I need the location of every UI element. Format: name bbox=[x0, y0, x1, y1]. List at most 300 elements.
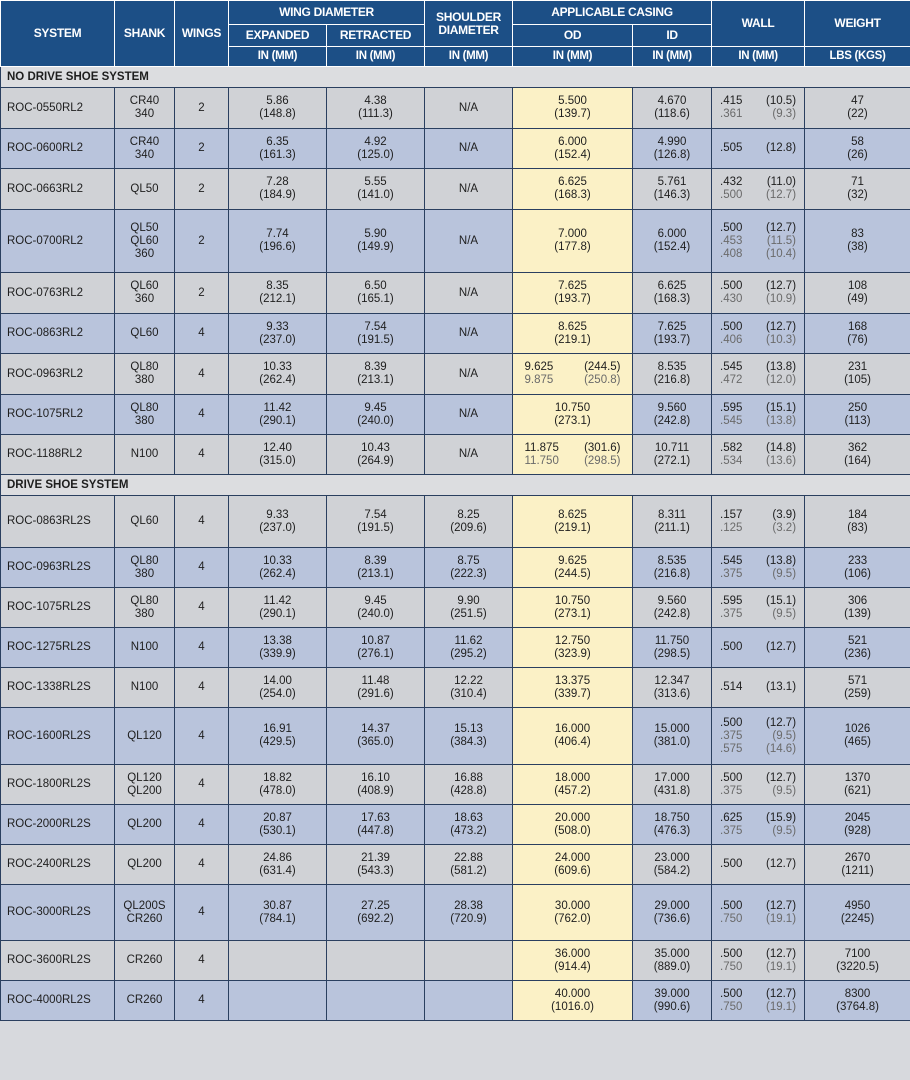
expanded-in: 20.87 bbox=[263, 811, 292, 824]
weight-mm: (236) bbox=[844, 647, 871, 660]
shoulder-in: N/A bbox=[458, 101, 479, 114]
od-mm: (177.8) bbox=[554, 241, 591, 253]
od-cell bbox=[513, 708, 633, 765]
wall-in: .545 bbox=[720, 361, 743, 373]
system-cell: ROC-1075RL2 bbox=[1, 395, 115, 435]
wall-mm: (12.7) bbox=[765, 771, 797, 784]
shoulder-in: 28.38 bbox=[454, 899, 483, 912]
wall-in: .375 bbox=[720, 784, 743, 797]
id-mm: (242.8) bbox=[653, 414, 691, 427]
wall-mm: (12.7) bbox=[765, 716, 797, 729]
od-in: 11.875 bbox=[524, 441, 559, 454]
expanded-cell bbox=[229, 435, 327, 475]
header-wing-diameter: WING DIAMETER bbox=[229, 1, 425, 25]
shoulder-cell bbox=[425, 169, 513, 210]
system-cell: ROC-0550RL2 bbox=[1, 88, 115, 129]
retracted-cell bbox=[327, 548, 425, 588]
weight-in: 108 bbox=[847, 280, 868, 292]
header-retracted: RETRACTED bbox=[327, 25, 425, 47]
id-in: 23.000 bbox=[654, 851, 690, 864]
shoulder-cell bbox=[425, 765, 513, 805]
shank-value: QL120 bbox=[127, 729, 162, 742]
shank-value: 380 bbox=[134, 374, 155, 386]
shoulder-in: 11.62 bbox=[454, 634, 483, 647]
expanded-cell bbox=[229, 668, 327, 708]
wall-in: .361 bbox=[720, 108, 743, 120]
shoulder-in: N/A bbox=[458, 327, 479, 339]
wall-in: .125 bbox=[720, 521, 743, 534]
od-in: 16.000 bbox=[554, 723, 591, 735]
system-cell: ROC-0763RL2 bbox=[1, 273, 115, 314]
weight-cell bbox=[805, 845, 910, 885]
wings-cell: 4 bbox=[175, 668, 229, 708]
shank-value: N100 bbox=[130, 641, 159, 653]
id-mm: (126.8) bbox=[653, 148, 691, 161]
shoulder-in: N/A bbox=[458, 408, 479, 420]
shoulder-mm: (310.4) bbox=[450, 687, 487, 700]
od-in: 6.625 bbox=[558, 176, 587, 188]
retracted-mm: (191.5) bbox=[357, 521, 394, 534]
wall-in: .408 bbox=[720, 247, 743, 260]
weight-mm: (139) bbox=[844, 607, 871, 620]
wall-line bbox=[720, 568, 796, 581]
wall-line bbox=[720, 522, 796, 535]
id-cell bbox=[633, 588, 712, 628]
od-mm: (339.7) bbox=[554, 687, 591, 700]
wings-cell: 4 bbox=[175, 588, 229, 628]
id-cell bbox=[633, 169, 712, 210]
weight-cell bbox=[805, 88, 910, 129]
system-cell: ROC-0663RL2 bbox=[1, 169, 115, 210]
id-cell bbox=[633, 941, 712, 981]
od-cell bbox=[513, 496, 633, 548]
expanded-cell bbox=[229, 354, 327, 395]
weight-in: 231 bbox=[847, 361, 868, 373]
od-mm: (250.8) bbox=[584, 374, 621, 386]
shoulder-mm: (251.5) bbox=[450, 607, 487, 620]
id-mm: (193.7) bbox=[653, 333, 691, 346]
od-mm: (301.6) bbox=[584, 441, 621, 454]
expanded-cell bbox=[229, 845, 327, 885]
expanded-cell bbox=[229, 708, 327, 765]
retracted-in: 8.39 bbox=[364, 361, 387, 373]
weight-mm: (3764.8) bbox=[836, 1000, 879, 1013]
od-in: 11.750 bbox=[524, 454, 559, 467]
id-mm: (168.3) bbox=[653, 293, 691, 305]
od-cell bbox=[513, 435, 633, 475]
weight-in: 71 bbox=[851, 176, 864, 188]
shank-cell bbox=[115, 628, 175, 668]
od-cell bbox=[513, 981, 633, 1021]
weight-in: 250 bbox=[847, 401, 868, 414]
wall-line bbox=[720, 681, 796, 694]
wall-in: .750 bbox=[720, 960, 743, 973]
retracted-in: 27.25 bbox=[361, 899, 390, 912]
wall-line bbox=[720, 189, 796, 202]
wall-cell bbox=[712, 354, 805, 395]
wall-in: .500 bbox=[720, 716, 743, 729]
shank-cell bbox=[115, 548, 175, 588]
shoulder-mm: (720.9) bbox=[450, 912, 487, 925]
system-cell: ROC-0963RL2S bbox=[1, 548, 115, 588]
wall-line bbox=[720, 176, 796, 189]
retracted-mm: (111.3) bbox=[358, 108, 393, 120]
shoulder-cell bbox=[425, 354, 513, 395]
weight-cell bbox=[805, 981, 910, 1021]
od-in: 10.750 bbox=[554, 594, 591, 607]
system-cell: ROC-1600RL2S bbox=[1, 708, 115, 765]
table-row bbox=[1, 708, 910, 765]
wall-cell bbox=[712, 668, 805, 708]
wall-mm: (9.5) bbox=[772, 567, 797, 580]
shoulder-in: N/A bbox=[458, 367, 479, 380]
header-shoulder-diameter: SHOULDER DIAMETER bbox=[425, 1, 513, 47]
expanded-in: 24.86 bbox=[263, 851, 292, 864]
id-cell bbox=[633, 435, 712, 475]
weight-cell bbox=[805, 435, 910, 475]
shank-cell bbox=[115, 588, 175, 628]
od-mm: (914.4) bbox=[554, 960, 591, 973]
id-in: 8.311 bbox=[658, 508, 686, 521]
shoulder-mm: (209.6) bbox=[450, 521, 487, 534]
retracted-cell bbox=[327, 435, 425, 475]
id-cell bbox=[633, 885, 712, 941]
wall-mm: (19.1) bbox=[765, 1000, 797, 1013]
wall-mm: (9.5) bbox=[772, 824, 797, 837]
shoulder-in: 8.75 bbox=[457, 554, 480, 567]
retracted-mm: (365.0) bbox=[357, 736, 394, 748]
wall-in: .415 bbox=[720, 95, 743, 107]
weight-mm: (49) bbox=[847, 293, 868, 305]
wall-mm: (19.1) bbox=[765, 960, 797, 973]
wings-cell: 2 bbox=[175, 88, 229, 129]
table-row bbox=[1, 496, 910, 548]
wall-line bbox=[720, 641, 796, 654]
id-cell bbox=[633, 273, 712, 314]
wall-line bbox=[720, 595, 796, 608]
retracted-in: 4.38 bbox=[364, 95, 387, 107]
wall-cell bbox=[712, 588, 805, 628]
expanded-in: 30.87 bbox=[263, 899, 292, 912]
retracted-cell bbox=[327, 210, 425, 273]
weight-mm: (26) bbox=[847, 148, 868, 161]
shank-value: QL200S bbox=[123, 899, 166, 912]
section-row bbox=[1, 475, 910, 496]
od-cell bbox=[513, 88, 633, 129]
od-mm: (457.2) bbox=[554, 784, 591, 797]
wall-in: .500 bbox=[720, 320, 743, 333]
id-mm: (118.6) bbox=[654, 108, 690, 120]
shoulder-cell bbox=[425, 805, 513, 845]
wall-line bbox=[720, 730, 796, 743]
wall-cell bbox=[712, 169, 805, 210]
wall-in: .500 bbox=[720, 771, 743, 784]
wall-mm: (12.7) bbox=[765, 987, 797, 1000]
expanded-cell bbox=[229, 88, 327, 129]
table-row bbox=[1, 129, 910, 169]
table-row bbox=[1, 885, 910, 941]
wall-mm: (11.0) bbox=[766, 176, 797, 188]
wall-mm: (3.2) bbox=[772, 521, 797, 534]
od-mm: (273.1) bbox=[554, 414, 591, 427]
table-row bbox=[1, 668, 910, 708]
header-od: OD bbox=[513, 25, 633, 47]
wings-cell: 4 bbox=[175, 708, 229, 765]
id-cell bbox=[633, 845, 712, 885]
retracted-mm: (191.5) bbox=[357, 333, 394, 346]
wall-line bbox=[720, 858, 796, 871]
shank-cell bbox=[115, 314, 175, 354]
expanded-in: 9.33 bbox=[266, 320, 289, 333]
expanded-mm: (184.9) bbox=[259, 189, 296, 201]
header-system: SYSTEM bbox=[1, 1, 115, 67]
id-in: 10.711 bbox=[654, 441, 690, 454]
retracted-in: 5.90 bbox=[364, 228, 387, 240]
wall-mm: (9.5) bbox=[772, 784, 797, 797]
od-mm: (508.0) bbox=[554, 824, 591, 837]
shoulder-mm: (473.2) bbox=[450, 824, 487, 837]
expanded-cell bbox=[229, 273, 327, 314]
wall-mm: (9.5) bbox=[772, 607, 797, 620]
od-in: 30.000 bbox=[554, 899, 591, 912]
wall-line bbox=[720, 442, 796, 455]
expanded-mm: (784.1) bbox=[259, 912, 296, 925]
wall-cell bbox=[712, 314, 805, 354]
weight-in: 47 bbox=[851, 95, 864, 107]
shoulder-in: N/A bbox=[458, 286, 479, 299]
wings-cell: 4 bbox=[175, 628, 229, 668]
shoulder-cell bbox=[425, 435, 513, 475]
shoulder-in: 12.22 bbox=[454, 674, 483, 687]
wall-in: .406 bbox=[720, 333, 743, 346]
id-cell bbox=[633, 548, 712, 588]
expanded-cell bbox=[229, 805, 327, 845]
weight-mm: (259) bbox=[844, 687, 871, 700]
id-mm: (381.0) bbox=[653, 736, 691, 748]
wall-in: .545 bbox=[720, 414, 743, 427]
wall-in: .500 bbox=[720, 189, 743, 201]
expanded-in: 5.86 bbox=[266, 95, 289, 107]
wall-line bbox=[720, 95, 796, 108]
weight-mm: (83) bbox=[847, 521, 868, 534]
shoulder-cell bbox=[425, 845, 513, 885]
weight-in: 1370 bbox=[844, 771, 871, 784]
retracted-mm: (240.0) bbox=[357, 414, 394, 427]
expanded-mm: (262.4) bbox=[259, 567, 296, 580]
od-in: 9.875 bbox=[524, 374, 554, 386]
shank-value: 380 bbox=[134, 607, 155, 620]
shank-value: QL80 bbox=[130, 594, 159, 607]
id-in: 29.000 bbox=[654, 899, 690, 912]
od-in: 20.000 bbox=[554, 811, 591, 824]
id-mm: (298.5) bbox=[653, 647, 691, 660]
od-line bbox=[525, 442, 621, 455]
od-mm: (139.7) bbox=[554, 108, 591, 120]
od-cell bbox=[513, 395, 633, 435]
section-title: NO DRIVE SHOE SYSTEM bbox=[1, 67, 910, 88]
retracted-in: 17.63 bbox=[361, 811, 390, 824]
weight-mm: (38) bbox=[847, 241, 868, 253]
wall-cell bbox=[712, 845, 805, 885]
wall-mm: (10.5) bbox=[765, 95, 797, 107]
weight-cell bbox=[805, 668, 910, 708]
id-mm: (736.6) bbox=[653, 912, 691, 925]
weight-mm: (2245) bbox=[840, 912, 875, 925]
wall-line bbox=[720, 142, 796, 155]
shank-value: 380 bbox=[134, 414, 155, 427]
od-in: 10.750 bbox=[554, 401, 591, 414]
wall-mm: (12.8) bbox=[765, 142, 797, 154]
wall-mm: (13.1) bbox=[765, 681, 797, 693]
section-title: DRIVE SHOE SYSTEM bbox=[1, 475, 910, 496]
od-in: 9.625 bbox=[524, 361, 554, 373]
weight-in: 306 bbox=[847, 594, 868, 607]
weight-mm: (621) bbox=[844, 784, 871, 797]
wall-line bbox=[720, 988, 796, 1001]
wall-cell bbox=[712, 88, 805, 129]
wall-in: .500 bbox=[720, 987, 743, 1000]
system-cell: ROC-3600RL2S bbox=[1, 941, 115, 981]
shank-value: N100 bbox=[130, 448, 159, 460]
weight-mm: (928) bbox=[844, 824, 871, 837]
weight-in: 8300 bbox=[844, 987, 871, 1000]
weight-cell bbox=[805, 765, 910, 805]
expanded-mm: (196.6) bbox=[259, 241, 296, 253]
wall-mm: (9.5) bbox=[772, 729, 797, 742]
retracted-in: 7.54 bbox=[364, 320, 387, 333]
weight-in: 571 bbox=[847, 674, 868, 687]
weight-in: 184 bbox=[847, 508, 868, 521]
shoulder-in: 15.13 bbox=[454, 723, 483, 735]
id-cell bbox=[633, 395, 712, 435]
wall-line bbox=[720, 248, 796, 261]
od-mm: (762.0) bbox=[554, 912, 591, 925]
weight-cell bbox=[805, 885, 910, 941]
id-in: 4.990 bbox=[657, 135, 687, 148]
od-mm: (219.1) bbox=[554, 521, 591, 534]
expanded-cell bbox=[229, 885, 327, 941]
shank-value: QL80 bbox=[130, 554, 159, 567]
id-mm: (313.6) bbox=[653, 687, 691, 700]
expanded-in: 7.28 bbox=[266, 176, 289, 188]
retracted-cell bbox=[327, 588, 425, 628]
table-row bbox=[1, 88, 910, 129]
wall-cell bbox=[712, 805, 805, 845]
wall-mm: (13.8) bbox=[765, 361, 797, 373]
expanded-mm: (290.1) bbox=[259, 414, 296, 427]
system-cell: ROC-2400RL2S bbox=[1, 845, 115, 885]
retracted-in: 7.54 bbox=[364, 508, 387, 521]
weight-mm: (164) bbox=[844, 454, 871, 467]
shank-value: QL50 bbox=[130, 221, 159, 234]
wings-cell: 4 bbox=[175, 805, 229, 845]
wall-in: .500 bbox=[720, 858, 743, 870]
shoulder-cell bbox=[425, 708, 513, 765]
weight-in: 1026 bbox=[844, 723, 871, 735]
wings-cell: 4 bbox=[175, 548, 229, 588]
table-row bbox=[1, 435, 910, 475]
retracted-in: 11.48 bbox=[361, 674, 390, 687]
shank-value: 340 bbox=[134, 148, 155, 161]
id-in: 9.560 bbox=[657, 401, 687, 414]
expanded-in: 11.42 bbox=[263, 401, 292, 414]
unit-wall: IN (MM) bbox=[712, 47, 805, 67]
header-expanded: EXPANDED bbox=[229, 25, 327, 47]
wall-mm: (12.7) bbox=[765, 858, 797, 870]
od-cell bbox=[513, 765, 633, 805]
expanded-cell bbox=[229, 496, 327, 548]
expanded-cell bbox=[229, 981, 327, 1021]
id-in: 7.625 bbox=[657, 320, 687, 333]
expanded-cell bbox=[229, 588, 327, 628]
retracted-cell bbox=[327, 129, 425, 169]
wall-line bbox=[720, 455, 796, 468]
wall-cell bbox=[712, 129, 805, 169]
od-mm: (298.5) bbox=[584, 454, 621, 467]
retracted-in: 9.45 bbox=[364, 594, 387, 607]
od-mm: (152.4) bbox=[554, 148, 591, 161]
id-mm: (216.8) bbox=[653, 374, 691, 386]
wall-line bbox=[720, 608, 796, 621]
id-in: 9.560 bbox=[657, 594, 687, 607]
wall-in: .500 bbox=[720, 280, 743, 292]
retracted-mm: (276.1) bbox=[357, 647, 394, 660]
expanded-in: 7.74 bbox=[266, 228, 289, 240]
od-mm: (323.9) bbox=[554, 647, 591, 660]
expanded-in: 9.33 bbox=[266, 508, 289, 521]
wall-mm: (13.8) bbox=[765, 554, 797, 567]
wall-cell bbox=[712, 885, 805, 941]
shank-value: QL60 bbox=[130, 280, 159, 292]
shank-value: QL60 bbox=[130, 327, 159, 339]
system-cell: ROC-1188RL2 bbox=[1, 435, 115, 475]
table-header bbox=[1, 1, 910, 67]
weight-mm: (3220.5) bbox=[836, 960, 879, 973]
weight-mm: (32) bbox=[847, 189, 868, 201]
wings-cell: 2 bbox=[175, 210, 229, 273]
id-in: 18.750 bbox=[654, 811, 690, 824]
wall-mm: (12.7) bbox=[765, 221, 797, 234]
retracted-cell bbox=[327, 628, 425, 668]
system-cell: ROC-1338RL2S bbox=[1, 668, 115, 708]
wall-line bbox=[720, 900, 796, 913]
unit-weight: LBS (KGS) bbox=[805, 47, 910, 67]
shoulder-cell bbox=[425, 941, 513, 981]
shank-cell bbox=[115, 129, 175, 169]
wall-line bbox=[720, 555, 796, 568]
od-cell bbox=[513, 628, 633, 668]
shoulder-in: 8.25 bbox=[457, 508, 480, 521]
retracted-in: 6.50 bbox=[364, 280, 387, 292]
expanded-mm: (478.0) bbox=[259, 784, 296, 797]
weight-in: 362 bbox=[847, 441, 868, 454]
system-cell: ROC-0863RL2S bbox=[1, 496, 115, 548]
expanded-mm: (631.4) bbox=[259, 864, 296, 877]
shank-value: QL60 bbox=[130, 234, 159, 247]
wall-cell bbox=[712, 628, 805, 668]
od-cell bbox=[513, 129, 633, 169]
shank-value: N100 bbox=[130, 681, 159, 693]
shank-cell bbox=[115, 708, 175, 765]
shank-value: CR260 bbox=[126, 912, 163, 925]
shoulder-cell bbox=[425, 273, 513, 314]
wall-mm: (11.5) bbox=[766, 234, 797, 247]
wall-mm: (13.8) bbox=[765, 414, 797, 427]
od-mm: (244.5) bbox=[554, 567, 591, 580]
retracted-cell bbox=[327, 765, 425, 805]
retracted-in: 4.92 bbox=[364, 135, 387, 148]
wall-mm: (10.9) bbox=[765, 293, 797, 305]
